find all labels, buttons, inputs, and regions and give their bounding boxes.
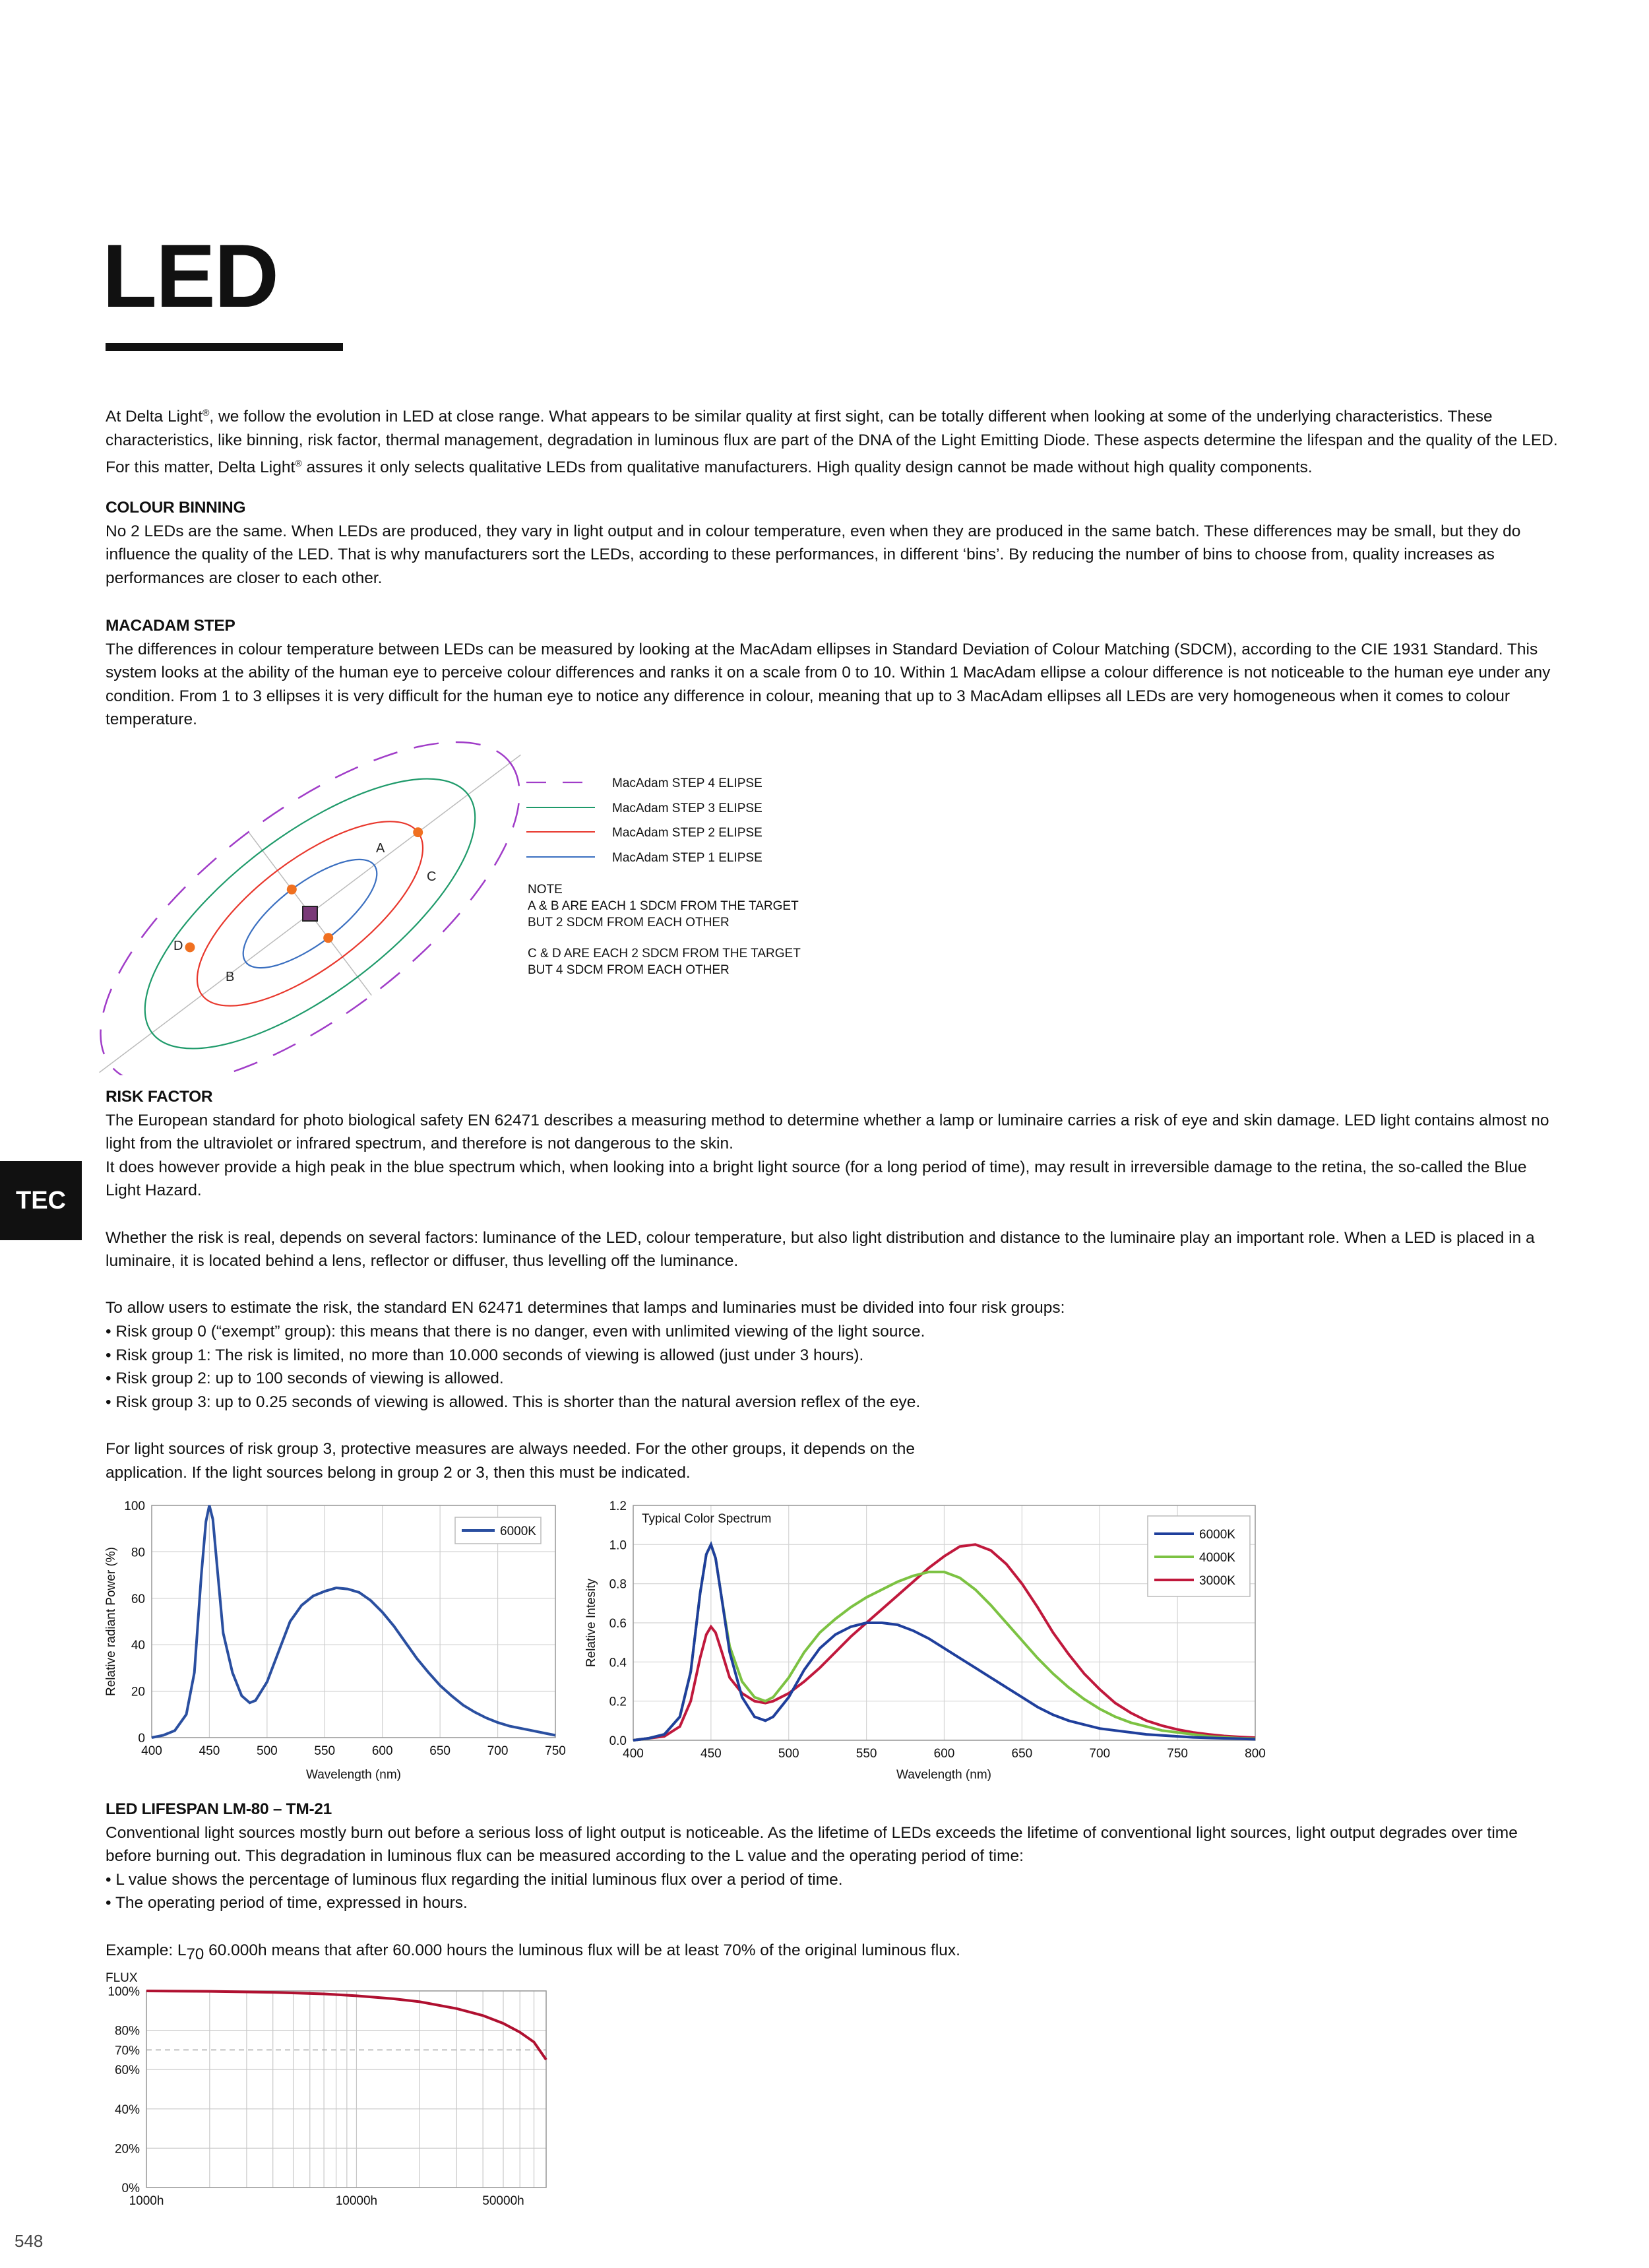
example-pre: Example: L [106, 1941, 187, 1959]
note-line: BUT 4 SDCM FROM EACH OTHER [528, 963, 730, 977]
example-subscript: 70 [186, 1945, 204, 1963]
x-axis-label: Wavelength (nm) [896, 1768, 991, 1782]
macadam-section [106, 614, 1563, 732]
x-tick-label: 500 [257, 1744, 278, 1758]
intro-paragraph [106, 401, 1563, 480]
intro-line3-post: assures it only selects qualitative LEDs from qualitative manufacturers. High quality design cannot be made without high quality components. [301, 458, 1313, 477]
list-item: • L value shows the percentage of luminous flux regarding the initial luminous flux over a period of time. [106, 1868, 1563, 1892]
y-axis-label: Relative Intesity [584, 1578, 598, 1668]
x-tick-label: 600 [371, 1744, 393, 1758]
x-tick-label: 700 [1089, 1747, 1111, 1761]
x-tick-label: 400 [623, 1747, 644, 1761]
point-d-marker [185, 943, 195, 953]
note-title: NOTE [528, 883, 563, 897]
legend-label-3000k: 3000K [1199, 1574, 1235, 1588]
y-tick-label: 0.0 [609, 1734, 627, 1748]
point-d-label: D [173, 939, 183, 953]
note-line: BUT 2 SDCM FROM EACH OTHER [528, 916, 730, 929]
macadam-heading: MACADAM STEP [106, 617, 235, 635]
page-title: LED [102, 226, 278, 326]
x-tick-label: 750 [1167, 1747, 1188, 1761]
macadam-text: The differences in colour temperature between LEDs can be measured by looking at the MacAdam ellipses in Standard Deviation of Colour Matching (SDCM), according to the CIE 1931 Standard. This system looks at the ability of the human eye to perceive colour differences and ranks it on a scale from 0 to 10. Within 1 MacAdam ellipse a colour difference is not noticeable to the human eye under any condition. From 1 to 3 ellipses it is very difficult for the human eye to notice any difference in colour, meaning that up to 3 MacAdam ellipses all LEDs are very homogeneous when it comes to colour temperature. [106, 640, 1551, 729]
x-tick-label: 700 [487, 1744, 509, 1758]
list-item: • Risk group 0 (“exempt” group): this means that there is no danger, even with unlimited viewing of the light source. [106, 1320, 1563, 1344]
x-tick-label: 50000h [482, 2194, 524, 2208]
risk-group-list [106, 1320, 1563, 1414]
lifespan-bullet-list [106, 1868, 1563, 1915]
target-marker [303, 906, 317, 921]
list-item: • Risk group 2: up to 100 seconds of viewing is allowed. [106, 1367, 1563, 1391]
colour-binning-heading: COLOUR BINNING [106, 499, 246, 517]
risk-p3: Whether the risk is real, depends on several factors: luminance of the LED, colour temperature, but also light distribution and distance to the luminaire play an important role. When a LED is placed in a luminaire, it is located behind a lens, reflector or diffuser, thus levelling off the luminance. [106, 1228, 1535, 1271]
y-tick-label: 0.6 [609, 1617, 627, 1631]
risk-p1: The European standard for photo biological safety EN 62471 describes a measuring method to determine whether a lamp or luminaire carries a risk of eye and skin damage. LED light contains almost no light from the ultraviolet or infrared spectrum, and therefore is not dangerous to the skin. [106, 1111, 1549, 1153]
page-number: 548 [15, 2231, 44, 2251]
risk-p5-line1: For light sources of risk group 3, protective measures are always needed. For the other groups, it depends on the [106, 1439, 916, 1458]
legend-label-6000k: 6000K [1199, 1528, 1235, 1542]
registered-mark: ® [202, 407, 210, 418]
flux-axis-label: FLUX [106, 1971, 138, 1985]
title-underline [106, 343, 343, 351]
risk-p2: It does however provide a high peak in the blue spectrum which, when looking into a bright light source (for a long period of time), may result in irreversible damage to the retina, the so-called the Blue Light Hazard. [106, 1158, 1527, 1200]
x-tick-label: 450 [199, 1744, 220, 1758]
lifespan-section [106, 1798, 1563, 1966]
y-tick-label: 70% [114, 2044, 140, 2058]
risk-factor-section [106, 1085, 1563, 1484]
spectrum-6000k-chart [99, 1497, 574, 1788]
y-tick-label: 0 [138, 1732, 145, 1746]
point-a-label: A [376, 841, 385, 856]
step3-ellipse [104, 732, 516, 1075]
x-tick-label: 450 [700, 1747, 722, 1761]
x-tick-label: 500 [778, 1747, 799, 1761]
flux-curve [146, 1991, 546, 2060]
x-axis-label: Wavelength (nm) [306, 1768, 401, 1782]
point-a-marker [285, 883, 299, 897]
x-tick-label: 550 [314, 1744, 336, 1758]
x-tick-label: 600 [933, 1747, 955, 1761]
plot-frame [146, 1991, 546, 2188]
legend-step3-label: MacAdam STEP 3 ELIPSE [612, 802, 762, 815]
colour-binning-text: No 2 LEDs are the same. When LEDs are produced, they vary in light output and in colour temperature, even when they are produced in the same batch. These differences may be small, but they do influence the quality of the LED. That is why manufacturers sort the LEDs, according to these performances, in different ‘bins’. By reducing the number of bins to choose from, quality increases as performances are closer to each other. [106, 522, 1521, 587]
risk-factor-heading: RISK FACTOR [106, 1088, 213, 1106]
y-tick-label: 0.4 [609, 1656, 627, 1670]
macadam-ellipse-diagram [99, 732, 851, 1075]
example-post: 60.000h means that after 60.000 hours the luminous flux will be at least 70% of the original luminous flux. [204, 1941, 960, 1959]
x-tick-label: 750 [545, 1744, 566, 1758]
typical-color-spectrum-chart [580, 1497, 1280, 1788]
y-tick-label: 1.2 [609, 1499, 627, 1513]
x-tick-label: 10000h [335, 2194, 378, 2208]
legend-step4-label: MacAdam STEP 4 ELIPSE [612, 776, 762, 790]
y-tick-label: 80% [114, 2024, 140, 2038]
lifespan-p1: Conventional light sources mostly burn out before a serious loss of light output is noticeable. As the lifetime of LEDs exceeds the lifetime of conventional light sources, light output degrades over time before burning out. This degradation in luminous flux can be measured according to the L value and the operating period of time: [106, 1823, 1518, 1866]
list-item: • The operating period of time, expressed in hours. [106, 1891, 1563, 1915]
intro-line3-pre: quality of the LED. For this matter, Delta Light [106, 431, 1558, 477]
list-item: • Risk group 3: up to 0.25 seconds of viewing is allowed. This is shorter than the natural aversion reflex of the eye. [106, 1391, 1563, 1414]
colour-binning-section [106, 496, 1563, 590]
registered-mark: ® [295, 458, 302, 469]
legend-label-6000k: 6000K [500, 1525, 536, 1538]
intro-line1-pre: At Delta Light [106, 408, 203, 426]
point-c-label: C [427, 869, 437, 884]
legend-step2-label: MacAdam STEP 2 ELIPSE [612, 826, 762, 840]
x-tick-label: 800 [1245, 1747, 1266, 1761]
list-item: • Risk group 1: The risk is limited, no more than 10.000 seconds of viewing is allowed (just under 3 hours). [106, 1344, 1563, 1368]
flux-lifespan-chart [99, 1959, 561, 2210]
y-tick-label: 80 [131, 1546, 145, 1560]
note-line: C & D ARE EACH 2 SDCM FROM THE TARGET [528, 947, 801, 961]
point-b-label: B [226, 970, 235, 984]
y-tick-label: 40% [114, 2102, 140, 2117]
y-axis-label: Relative radiant Power (%) [104, 1547, 118, 1696]
point-b-marker [321, 931, 335, 945]
y-tick-label: 20 [131, 1685, 145, 1699]
y-tick-label: 0% [121, 2182, 140, 2195]
legend-label-4000k: 4000K [1199, 1551, 1235, 1565]
legend-step1-label: MacAdam STEP 1 ELIPSE [612, 851, 762, 865]
y-tick-label: 60 [131, 1592, 145, 1606]
note-line: A & B ARE EACH 1 SDCM FROM THE TARGET [528, 899, 799, 913]
x-tick-label: 550 [856, 1747, 877, 1761]
tec-side-tab: TEC [0, 1161, 82, 1240]
risk-p5-line2: application. If the light sources belong in group 2 or 3, then this must be indicated. [106, 1463, 691, 1482]
intro-line2: These characteristics, like binning, risk factor, thermal management, degradation in luminous flux are part of the DNA of the Light Emitting Diode. These aspects determine the lifespan and the [106, 408, 1493, 449]
risk-p4: To allow users to estimate the risk, the standard EN 62471 determines that lamps and luminaries must be divided into four risk groups: [106, 1299, 1065, 1317]
y-tick-label: 40 [131, 1639, 145, 1653]
x-tick-label: 1000h [129, 2194, 164, 2208]
intro-line1-post: , we follow the evolution in LED at close range. What appears to be similar quality at first sight, can be totally different when looking at some of the underlying characteristics. [209, 408, 1444, 426]
y-tick-label: 100 [124, 1499, 145, 1513]
y-tick-label: 0.2 [609, 1695, 627, 1709]
x-tick-label: 650 [1011, 1747, 1033, 1761]
x-tick-label: 400 [141, 1744, 162, 1758]
y-tick-label: 100% [108, 1985, 140, 1999]
y-tick-label: 60% [114, 2063, 140, 2078]
chart-title: Typical Color Spectrum [642, 1512, 772, 1526]
lifespan-heading: LED LIFESPAN LM-80 – TM-21 [106, 1800, 332, 1818]
step4-ellipse [99, 732, 572, 1075]
y-tick-label: 0.8 [609, 1577, 627, 1592]
x-tick-label: 650 [429, 1744, 451, 1758]
y-tick-label: 1.0 [609, 1538, 627, 1553]
y-tick-label: 20% [114, 2142, 140, 2157]
